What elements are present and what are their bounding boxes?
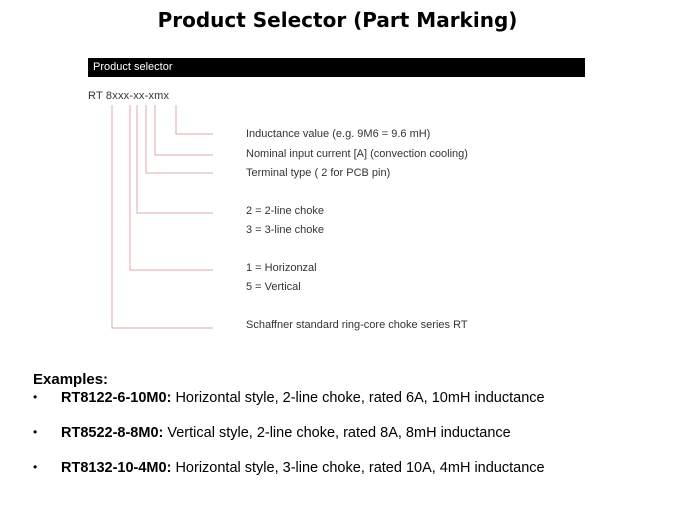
example-text: Vertical style, 2-line choke, rated 8A, 8mH inductance — [163, 425, 511, 441]
desc-current: Nominal input current [A] (convection cooling) — [246, 148, 468, 160]
bullet-icon: • — [33, 425, 38, 439]
example-text: Horizontal style, 3-line choke, rated 10A, 4mH inductance — [171, 460, 545, 476]
desc-series: Schaffner standard ring-core choke series RT — [246, 319, 468, 331]
bullet-icon: • — [33, 390, 38, 404]
part-code: RT 8xxx-xx-xmx — [88, 90, 170, 102]
example-item — [33, 460, 545, 476]
page-title: Product Selector (Part Marking) — [157, 8, 518, 32]
example-item — [33, 390, 545, 406]
desc-inductance: Inductance value (e.g. 9M6 = 9.6 mH) — [246, 128, 431, 140]
connector-lines-count — [137, 105, 213, 213]
example-code: RT8122-6-10M0: — [61, 390, 172, 406]
example-code: RT8132-10-4M0: — [61, 460, 172, 476]
desc-terminal: Terminal type ( 2 for PCB pin) — [246, 167, 391, 179]
connector-orientation — [130, 105, 213, 270]
example-code: RT8522-8-8M0: — [61, 425, 164, 441]
connector-terminal — [146, 105, 213, 173]
desc-vertical: 5 = Vertical — [246, 281, 301, 293]
desc-2-line: 2 = 2-line choke — [246, 205, 324, 217]
examples-heading: Examples: — [33, 371, 109, 388]
example-item — [33, 425, 511, 441]
example-text: Horizontal style, 2-line choke, rated 6A, 10mH inductance — [171, 390, 545, 406]
selector-header-label: Product selector — [93, 61, 173, 73]
desc-horizontal: 1 = Horizonzal — [246, 262, 317, 274]
desc-3-line: 3 = 3-line choke — [246, 224, 324, 236]
bullet-icon: • — [33, 460, 38, 474]
connector-inductance — [176, 105, 213, 134]
connector-current — [155, 105, 213, 155]
connector-series — [112, 105, 213, 328]
